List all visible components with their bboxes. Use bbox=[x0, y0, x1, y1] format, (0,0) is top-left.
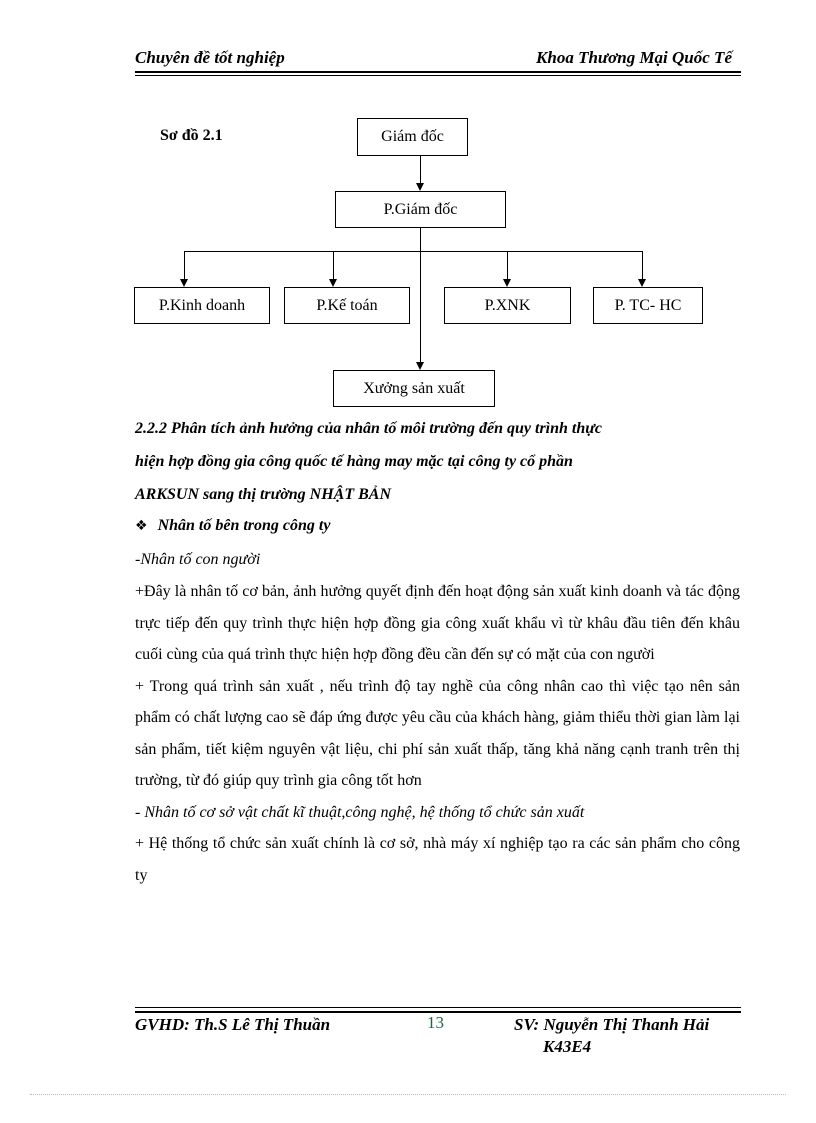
footer-rule-thin bbox=[135, 1007, 741, 1008]
facility-factor-label: - Nhân tố cơ sở vật chất kĩ thuật,công nghệ, hệ thống tổ chức sản xuất bbox=[135, 803, 585, 821]
connector-line bbox=[184, 251, 185, 280]
arrow-head bbox=[638, 279, 646, 287]
connector-line bbox=[333, 251, 334, 280]
section-title-line3: ARKSUN sang thị trường NHẬT BẢN bbox=[135, 486, 392, 503]
human-factor-label: -Nhân tố con người bbox=[135, 551, 261, 568]
page-number: 13 bbox=[427, 1013, 444, 1032]
box-director: Giám đốc bbox=[357, 118, 468, 156]
header-rule-thin bbox=[135, 75, 741, 76]
diagram-label: Sơ đồ 2.1 bbox=[160, 127, 223, 144]
arrow-head bbox=[416, 362, 424, 370]
body-paragraphs bbox=[135, 576, 740, 891]
connector-line-trunk bbox=[420, 228, 421, 362]
header-left: Chuyên đề tốt nghiệp bbox=[135, 48, 285, 67]
box-dept-admin: P. TC- HC bbox=[593, 287, 703, 324]
subheading-text: Nhân tố bên trong công ty bbox=[157, 517, 331, 534]
paragraph-production-system: + Hệ thống tổ chức sản xuất chính là cơ sở, nhà máy xí nghiệp tạo ra các sản phẩm cho công ty bbox=[135, 835, 740, 884]
footer-student: SV: Nguyễn Thị Thanh Hải bbox=[514, 1015, 710, 1034]
page-edge-divider bbox=[30, 1094, 786, 1095]
connector-line bbox=[642, 251, 643, 280]
bullet-diamond-icon: ❖ bbox=[135, 518, 148, 534]
box-workshop: Xưởng sản xuất bbox=[333, 370, 495, 407]
header-rule bbox=[135, 71, 741, 73]
section-title-line1: 2.2.2 Phân tích ảnh hưởng của nhân tố môi trường đến quy trình thực bbox=[135, 420, 602, 437]
paragraph-production-skill: + Trong quá trình sản xuất , nếu trình độ tay nghề của công nhân cao thì việc tạo nên sản phẩm có chất lượng cao sẽ đáp ứng được yêu cầu của khách hàng, giảm thiểu thời gian làm lại sản phẩm, tiết kiệm nguyên vật liệu, chi phí sản xuất thấp, tăng khả năng cạnh tranh trên thị trường, từ đó giúp quy trình gia công tốt hơn bbox=[135, 677, 740, 789]
arrow-head bbox=[416, 183, 424, 191]
box-dept-sales: P.Kinh doanh bbox=[134, 287, 270, 324]
header-right: Khoa Thương Mại Quốc Tế bbox=[536, 48, 732, 67]
footer-advisor: GVHD: Th.S Lê Thị Thuần bbox=[135, 1015, 331, 1034]
section-title-line2: hiện hợp đồng gia công quốc tế hàng may mặc tại công ty cổ phần bbox=[135, 453, 573, 470]
box-deputy-director: P.Giám đốc bbox=[335, 191, 506, 228]
connector-bus bbox=[184, 251, 643, 252]
arrow-head bbox=[180, 279, 188, 287]
box-dept-accounting: P.Kế toán bbox=[284, 287, 410, 324]
arrow-head bbox=[503, 279, 511, 287]
subheading bbox=[135, 517, 330, 535]
connector-line bbox=[420, 156, 421, 184]
footer-class-code: K43E4 bbox=[543, 1037, 592, 1056]
arrow-head bbox=[329, 279, 337, 287]
paragraph-human-factor: +Đây là nhân tố cơ bản, ảnh hưởng quyết định đến hoạt động sản xuất kinh doanh và tác động trực tiếp đến quy trình thực hiện hợp đồng gia công xuất khẩu vì từ khâu đầu tiên đến khâu cuối cùng của quá trình thực hiện hợp đồng đều cần đến sự có mặt của con người bbox=[135, 583, 740, 663]
box-dept-import-export: P.XNK bbox=[444, 287, 571, 324]
connector-line bbox=[507, 251, 508, 280]
